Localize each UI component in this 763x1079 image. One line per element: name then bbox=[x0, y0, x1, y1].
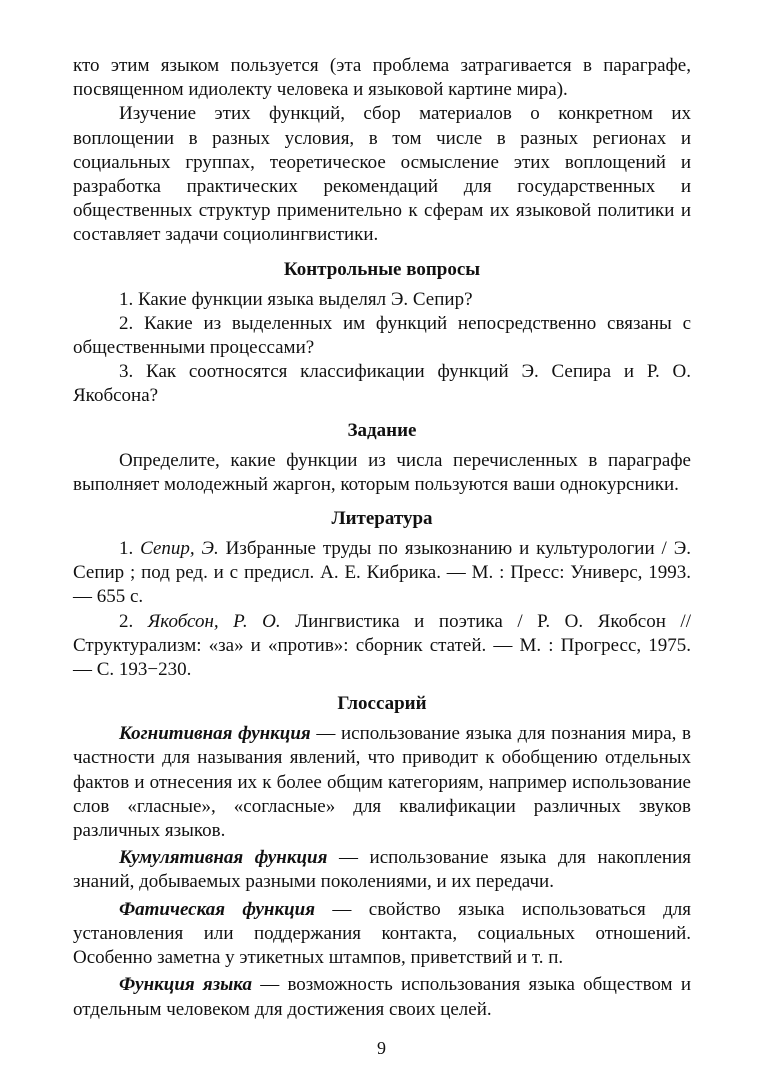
glossary-term: Когнитивная функция bbox=[119, 723, 311, 745]
glossary-term: Фатическая функция bbox=[119, 898, 316, 920]
page-number: 9 bbox=[377, 1038, 386, 1058]
glossary-term: Функция языка bbox=[119, 974, 252, 996]
literature-item-number: 1. bbox=[119, 538, 141, 560]
glossary-item bbox=[73, 846, 691, 894]
literature-item-number: 2. bbox=[119, 610, 148, 632]
questions-heading: Контрольные вопросы bbox=[283, 258, 481, 280]
glossary-heading: Глоссарий bbox=[337, 693, 427, 715]
glossary-item bbox=[73, 898, 691, 971]
glossary-item bbox=[73, 722, 691, 843]
glossary-item bbox=[73, 973, 691, 1021]
intro-paragraph-1: кто этим языком пользуется (эта проблема затрагивается в параграфе, посвященном идиолекту человека и языковой картине мира). bbox=[73, 55, 691, 101]
literature-item-author: Якобсон, Р. О. bbox=[147, 610, 281, 632]
glossary-definition: — использование языка для накопления знаний, добываемых разными поколениями, и их передачи. bbox=[73, 847, 691, 893]
literature-item-author: Сепир, Э. bbox=[140, 538, 219, 560]
question-item: 2. Какие из выделенных им функций непосредственно связаны с общественными процессами? bbox=[73, 312, 691, 359]
question-item: 3. Как соотносятся классификации функций Э. Сепира и Р. О. Якобсона? bbox=[73, 361, 691, 407]
literature-item-text: Лингвистика и поэтика / Р. О. Якобсон // Структурализм: «за» и «против»: сборник статей. — М. : Прогресс, 1975. — С. 193−230. bbox=[73, 610, 691, 681]
page-body bbox=[73, 54, 691, 1022]
literature-item-text: Избранные труды по языкознанию и культурологии / Э. Сепир ; под ред. и с предисл. А. Е. Кибрика. — М. : Пресс: Универс, 1993. — 655 с. bbox=[73, 538, 691, 608]
task-text: Определите, какие функции из числа перечисленных в параграфе выполняет молодежный жаргон, которым пользуются ваши однокурсники. bbox=[73, 449, 691, 495]
glossary-definition: — свойство языка использоваться для установления или поддержания контакта, социальных отношений. Особенно заметна у этикетных штампов, приветствий и т. п. bbox=[73, 898, 691, 969]
task-heading: Задание bbox=[347, 419, 417, 441]
literature-item bbox=[73, 610, 691, 683]
literature-item bbox=[73, 537, 691, 610]
glossary-term: Кумулятивная функция bbox=[119, 847, 328, 869]
intro-paragraph-2: Изучение этих функций, сбор материалов о конкретном их воплощении в разных условия, в том числе в разных регионах и социальных группах, теоретическое осмысление этих воплощений и разработка практических рекомендаций для государственных и общественных структур применительно к сферам их языковой политики и составляет задачи социолингвистики. bbox=[73, 103, 691, 246]
literature-heading: Литература bbox=[331, 508, 433, 530]
glossary-definition: — использование языка для познания мира, в частности для называния явлений, что приводит к обобщению отдельных фактов и отнесения их к более общим категориям, например использование слов «гласные», «согласные» для квалификации различных звуков различных языков. bbox=[73, 723, 692, 842]
question-item: 1. Какие функции языка выделял Э. Сепир? bbox=[119, 288, 473, 310]
glossary-definition: — возможность использования языка обществом и отдельным человеком для достижения своих целей. bbox=[73, 974, 691, 1020]
